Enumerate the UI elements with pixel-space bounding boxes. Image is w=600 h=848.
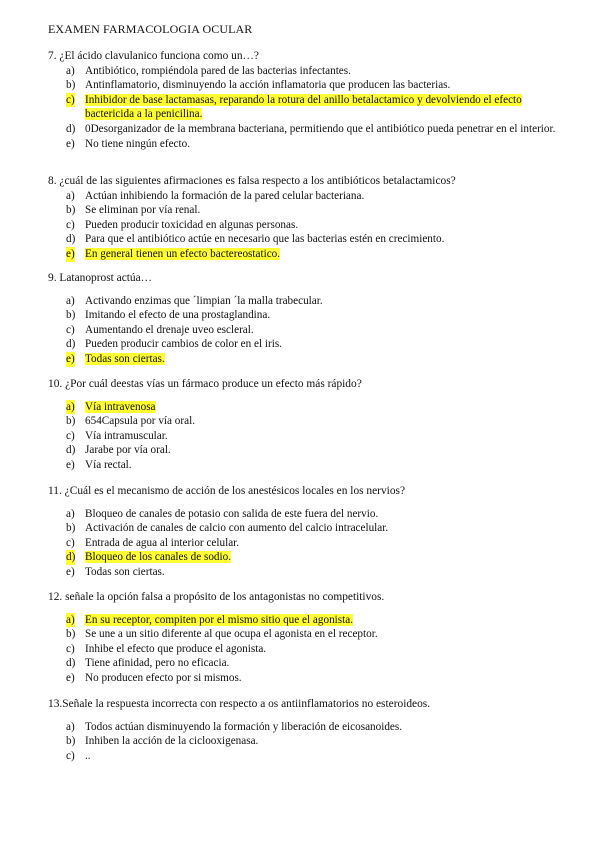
option-letter: d)	[66, 551, 76, 564]
answer-option-d	[48, 232, 556, 247]
answer-option-a	[48, 720, 556, 735]
answer-options	[48, 613, 556, 686]
option-letter: c)	[66, 749, 75, 762]
question-stem: 13.Señale la respuesta incorrecta con respecto a os antiinflamatorios no esteroideos.	[48, 698, 431, 710]
option-text: Antinflamatorio, disminuyendo la acción inflamatoria que producen las bacterias.	[85, 79, 451, 92]
option-text: Aumentando el drenaje uveo escleral.	[85, 323, 254, 336]
answer-options	[48, 507, 556, 580]
option-letter: b)	[66, 415, 76, 428]
option-letter: d)	[66, 122, 76, 135]
option-text: Activación de canales de calcio con aumento del calcio intracelular.	[85, 522, 389, 535]
question-stem: 7. ¿El ácido clavulanico funciona como un…?	[48, 50, 259, 62]
answer-option-b	[48, 78, 556, 93]
option-text: 654Capsula por vía oral.	[85, 415, 195, 428]
answer-option-d	[48, 443, 556, 458]
option-text: Vía intramuscular.	[85, 429, 168, 442]
option-letter: e)	[66, 565, 75, 578]
option-letter: a)	[66, 400, 75, 413]
question-11	[48, 484, 556, 580]
answer-option-b	[48, 521, 556, 536]
answer-option-e	[48, 137, 556, 152]
option-letter: c)	[66, 218, 75, 231]
answer-option-b	[48, 203, 556, 218]
answer-option-b	[48, 414, 556, 429]
option-text: Todas son ciertas.	[85, 565, 165, 578]
option-letter: d)	[66, 444, 76, 457]
option-text: Se eliminan por vía renal.	[85, 204, 201, 217]
option-letter: b)	[66, 735, 76, 748]
answer-option-a	[48, 189, 556, 204]
option-letter: c)	[66, 536, 75, 549]
option-text: Todas son ciertas.	[85, 352, 165, 365]
answer-options	[48, 720, 556, 764]
option-text: Bloqueo de canales de potasio con salida de este fuera del nervio.	[85, 507, 379, 520]
option-letter: a)	[66, 720, 75, 733]
answer-options	[48, 294, 556, 367]
answer-option-d	[48, 337, 556, 352]
question-13	[48, 697, 556, 763]
option-letter: e)	[66, 137, 75, 150]
option-letter: b)	[66, 628, 76, 641]
question-9	[48, 271, 556, 367]
option-text: Inhiben la acción de la ciclooxigenasa.	[85, 735, 259, 748]
answer-option-a-highlighted	[48, 613, 556, 628]
answer-option-e	[48, 458, 556, 473]
option-text: Activando enzimas que ´limpian ´la malla trabecular.	[85, 294, 323, 307]
question-12	[48, 590, 556, 686]
answer-option-c	[48, 429, 556, 444]
option-text: En general tienen un efecto bactereostatico.	[85, 247, 281, 260]
answer-option-d	[48, 122, 556, 137]
question-stem: 11. ¿Cuál es el mecanismo de acción de los anestésicos locales en los nervios?	[48, 485, 406, 497]
option-letter: a)	[66, 294, 75, 307]
answer-option-a	[48, 507, 556, 522]
answer-option-a	[48, 64, 556, 79]
option-letter: c)	[66, 93, 75, 106]
answer-option-c	[48, 749, 556, 764]
option-text: Vía rectal.	[85, 458, 132, 471]
answer-option-c-highlighted	[48, 93, 556, 122]
answer-option-e-highlighted	[48, 352, 556, 367]
option-letter: d)	[66, 338, 76, 351]
option-letter: c)	[66, 642, 75, 655]
question-stem: 9. Latanoprost actúa…	[48, 272, 153, 284]
answer-option-d	[48, 656, 556, 671]
option-letter: a)	[66, 507, 75, 520]
answer-options	[48, 400, 556, 473]
answer-option-b	[48, 308, 556, 323]
answer-option-a	[48, 294, 556, 309]
option-text: No tiene ningún efecto.	[85, 137, 191, 150]
option-letter: c)	[66, 429, 75, 442]
option-text: Para que el antibiótico actúe en necesario que las bacterias estén en crecimiento.	[85, 233, 445, 246]
option-letter: e)	[66, 352, 75, 365]
answer-option-e	[48, 671, 556, 686]
option-text: Inhibe el efecto que produce el agonista.	[85, 642, 267, 655]
answer-option-c	[48, 642, 556, 657]
option-letter: e)	[66, 458, 75, 471]
option-text: Todos actúan disminuyendo la formación y liberación de eicosanoides.	[85, 720, 403, 733]
option-letter: a)	[66, 613, 75, 626]
question-7	[48, 49, 556, 151]
option-text: Jarabe por vía oral.	[85, 444, 171, 457]
option-text: 0Desorganizador de la membrana bacteriana, permitiendo que el antibiótico pueda penetrar en el interior.	[85, 122, 556, 135]
question-stem: 10. ¿Por cuál deestas vías un fármaco produce un efecto más rápido?	[48, 378, 362, 390]
option-letter: d)	[66, 233, 76, 246]
option-letter: e)	[66, 671, 75, 684]
option-letter: a)	[66, 189, 75, 202]
question-8	[48, 174, 556, 262]
answer-option-d-highlighted	[48, 550, 556, 565]
option-letter: b)	[66, 522, 76, 535]
answer-option-c	[48, 323, 556, 338]
option-text: Antibiótico, rompiéndola pared de las bacterias infectantes.	[85, 64, 351, 77]
option-letter: b)	[66, 309, 76, 322]
question-stem: 12. señale la opción falsa a propósito de los antagonistas no competitivos.	[48, 591, 385, 603]
option-text: Imitando el efecto de una prostaglandina.	[85, 309, 271, 322]
option-text: Vía intravenosa	[85, 400, 156, 413]
option-letter: d)	[66, 657, 76, 670]
answer-option-a-highlighted	[48, 400, 556, 415]
option-letter: b)	[66, 204, 76, 217]
option-text: Pueden producir cambios de color en el iris.	[85, 338, 282, 351]
answer-option-b	[48, 734, 556, 749]
answer-options	[48, 189, 556, 262]
option-letter: e)	[66, 247, 75, 260]
answer-option-b	[48, 627, 556, 642]
option-text: Tiene afinidad, pero no eficacia.	[85, 657, 230, 670]
answer-option-e-highlighted	[48, 247, 556, 262]
document-title: EXAMEN FARMACOLOGIA OCULAR	[48, 22, 253, 36]
option-text: ..	[85, 749, 91, 762]
question-stem: 8. ¿cuál de las siguientes afirmaciones es falsa respecto a los antibióticos betalactamicos?	[48, 175, 456, 187]
option-text: No producen efecto por si mismos.	[85, 671, 242, 684]
option-text: Actúan inhibiendo la formación de la pared celular bacteriana.	[85, 189, 365, 202]
answer-options	[48, 64, 556, 152]
option-letter: b)	[66, 79, 76, 92]
answer-option-c	[48, 536, 556, 551]
option-letter: c)	[66, 323, 75, 336]
option-text: Inhibidor de base lactamasas, reparando la rotura del anillo betalactamico y devolviendo el efecto bactericida a la penicilina.	[85, 93, 522, 121]
answer-option-e	[48, 565, 556, 580]
option-text: En su receptor, compiten por el mismo sitio que el agonista.	[85, 613, 353, 626]
option-letter: a)	[66, 64, 75, 77]
option-text: Bloqueo de los canales de sodio.	[85, 551, 232, 564]
question-10	[48, 377, 556, 473]
option-text: Entrada de agua al interior celular.	[85, 536, 240, 549]
option-text: Pueden producir toxicidad en algunas personas.	[85, 218, 299, 231]
option-text: Se une a un sitio diferente al que ocupa el agonista en el receptor.	[85, 628, 378, 641]
answer-option-c	[48, 218, 556, 233]
